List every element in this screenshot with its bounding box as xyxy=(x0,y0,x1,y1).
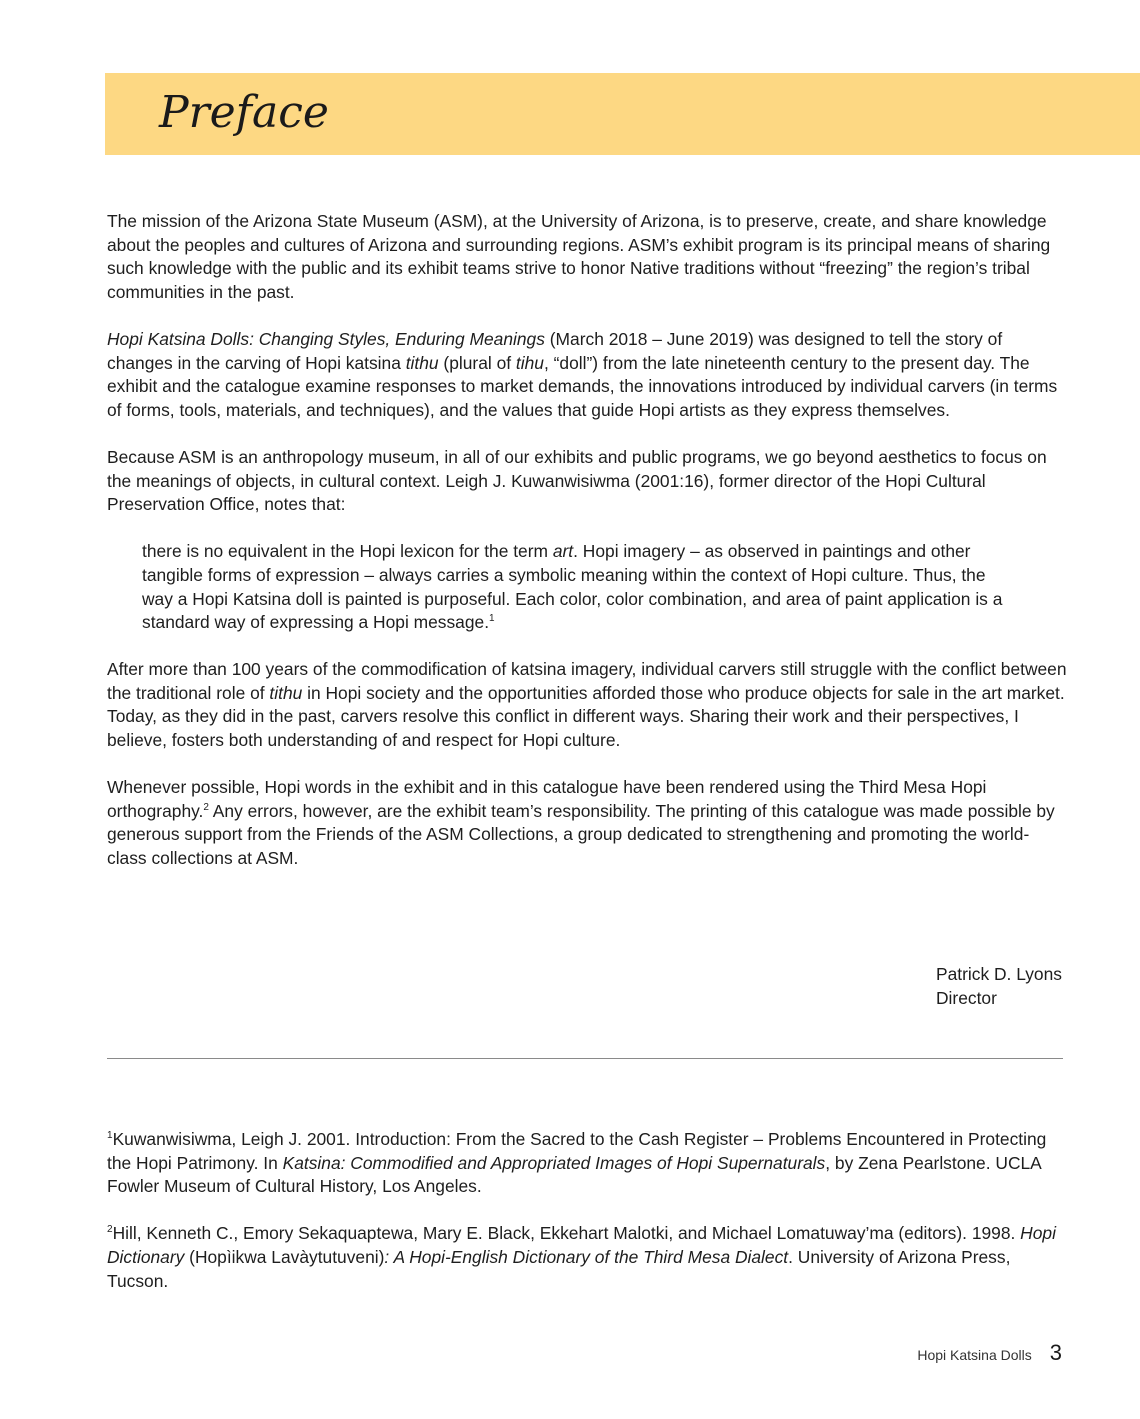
preface-body xyxy=(107,210,1067,894)
running-title: Hopi Katsina Dolls xyxy=(917,1347,1032,1363)
footnotes xyxy=(107,1128,1067,1317)
page-number: 3 xyxy=(1049,1340,1062,1365)
signature-name: Patrick D. Lyons xyxy=(936,964,1062,984)
footnote-1: $^1$Kuwanwisiwma, Leigh J. 2001. Introduction: From the Sacred to the Cash Register – Problems Encountered in Protecting the Hopi Patrimony. In Katsina: Commodified and Appropriated Images of Hopi Supernaturals, by Zena Pearlstone. UCLA Fowler Museum of Cultural History, Los Angeles. xyxy=(107,1129,1047,1197)
paragraph-mission: The mission of the Arizona State Museum (ASM), at the University of Arizona, is to preserve, create, and share knowledge about the peoples and cultures of Arizona and surrounding regions. ASM’s exhibit program is its principal means of sharing such knowledge with the public and its exhibit teams strive to honor Native traditions without “freezing” the region’s tribal communities in the past. xyxy=(107,211,1051,302)
title-banner xyxy=(105,73,1140,155)
footnote-ref-2[interactable]: 2 xyxy=(203,802,209,814)
footnote-divider xyxy=(107,1058,1063,1059)
page-footer xyxy=(917,1338,1062,1370)
footnote-ref-1[interactable]: 1 xyxy=(489,613,495,625)
footnote-2: $^2$Hill, Kenneth C., Emory Sekaquaptewa, Mary E. Black, Ekkehart Malotki, and Michael Lomatuway’ma (editors). 1998. Hopi Dictionary (Hopìikwa Lavàytutuveni): A Hopi-English Dictionary of the Third Mesa Dialect. University of Arizona Press, Tucson. xyxy=(107,1223,1056,1291)
block-quote: there is no equivalent in the Hopi lexicon for the term art. Hopi imagery – as observed in paintings and other tangible forms of expression – always carries a symbolic meaning within the context of Hopi culture. Thus, the way a Hopi Katsina doll is painted is purposeful. Each color, color combination, and area of paint application is a standard way of expressing a Hopi message.$^1$ xyxy=(142,541,1003,633)
page-title: Preface xyxy=(159,87,329,138)
signature-block xyxy=(936,963,1062,1010)
paragraph-commodification: After more than 100 years of the commodification of katsina imagery, individual carvers still struggle with the conflict between the traditional role of tithu in Hopi society and the opportunities afforded those who produce objects for sale in the art market. Today, as they did in the past, carvers resolve this conflict in different ways. Sharing their work and their perspectives, I believe, fosters both understanding of and respect for Hopi culture. xyxy=(107,659,1067,751)
signature-role: Director xyxy=(936,987,997,1008)
exhibit-title: Hopi Katsina Dolls: Changing Styles, Enduring Meanings xyxy=(107,328,545,349)
paragraph-exhibit: Hopi Katsina Dolls: Changing Styles, Enduring Meanings (March 2018 – June 2019) was designed to tell the story of changes in the carving of Hopi katsina tithu (plural of tihu, “doll”) from the late nineteenth century to the present day. The exhibit and the catalogue examine responses to market demands, the innovations introduced by individual carvers (in terms of forms, tools, materials, and techniques), and the values that guide Hopi artists as they express themselves. xyxy=(107,328,1058,420)
paragraph-anthropology: Because ASM is an anthropology museum, in all of our exhibits and public programs, we go beyond aesthetics to focus on the meanings of objects, in cultural context. Leigh J. Kuwanwisiwma (2001:16), former director of the Hopi Cultural Preservation Office, notes that: xyxy=(107,446,1047,515)
paragraph-orthography: Whenever possible, Hopi words in the exhibit and in this catalogue have been rendered using the Third Mesa Hopi orthography.$^2$ Any errors, however, are the exhibit team’s responsibility. The printing of this catalogue was made possible by generous support from the Friends of the ASM Collections, a group dedicated to strengthening and promoting the world-class collections at ASM. xyxy=(107,777,1055,869)
